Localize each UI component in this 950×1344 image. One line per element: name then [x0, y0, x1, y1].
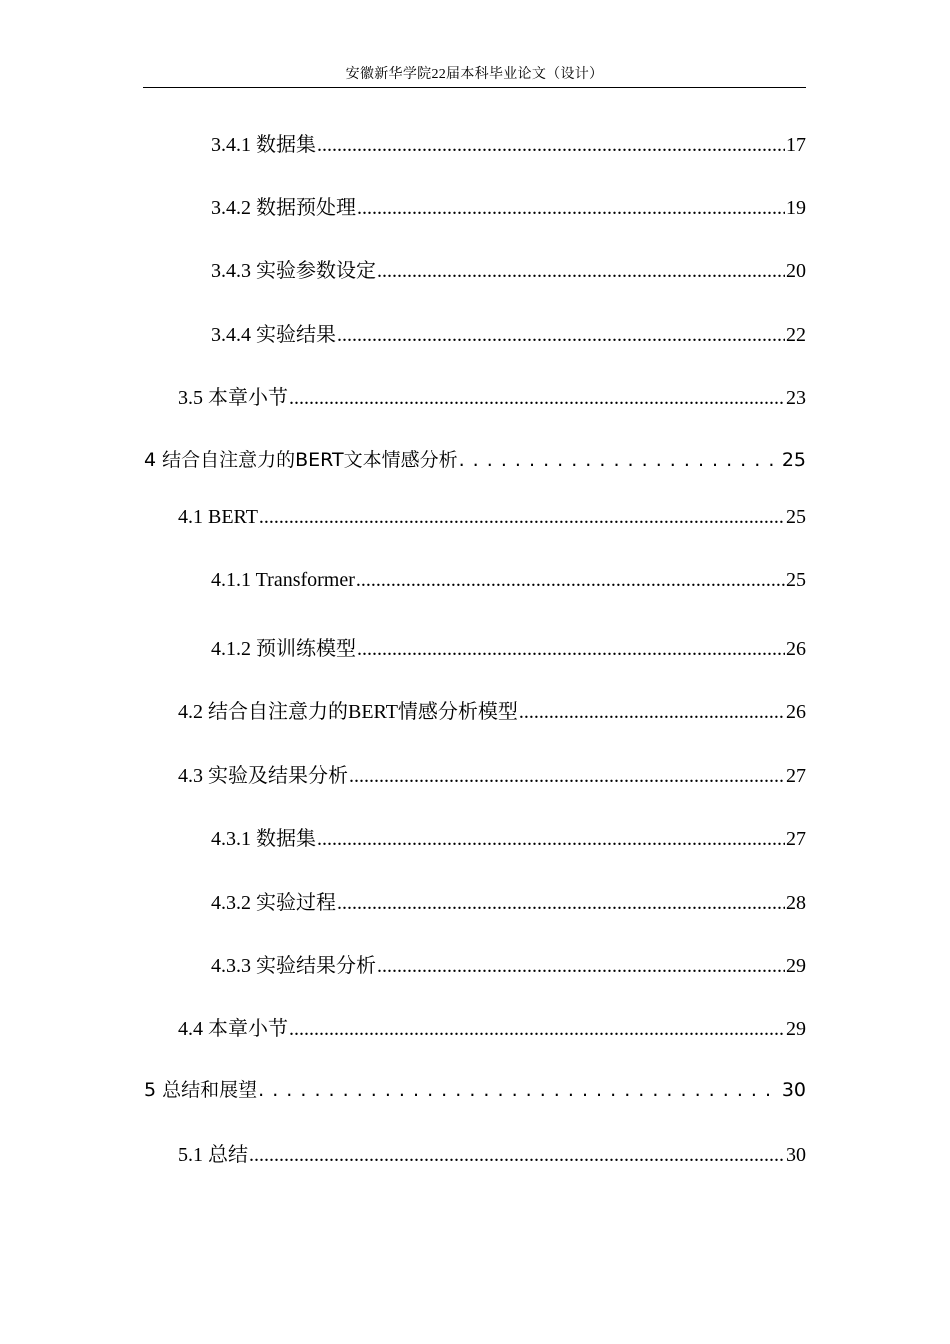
toc-leader-dots [377, 955, 785, 978]
toc-leader-dots [357, 638, 785, 661]
toc-entry[interactable] [211, 254, 806, 282]
toc-leader-dots [337, 892, 785, 915]
toc-leader-dots [357, 197, 785, 220]
toc-page-number: 26 [786, 638, 806, 660]
toc-page-number: 17 [786, 134, 806, 156]
toc-leader-dots [337, 324, 785, 347]
toc-entry[interactable] [178, 506, 806, 534]
toc-entry[interactable] [178, 695, 806, 723]
toc-entry-label: 3.4.3 实验参数设定 [211, 260, 376, 282]
toc-entry-label: 3.5 本章小节 [178, 387, 288, 409]
toc-leader-dots [377, 260, 785, 283]
toc-entry[interactable] [211, 822, 806, 850]
toc-entry[interactable] [178, 1138, 806, 1166]
toc-entry[interactable] [211, 318, 806, 346]
toc-entry-label: 4 结合自注意力的BERT文本情感分析 [144, 449, 458, 471]
toc-entry-label: 4.3 实验及结果分析 [178, 765, 348, 787]
toc-entry[interactable] [178, 381, 806, 409]
toc-page-number: 25 [786, 506, 806, 528]
toc-chapter-entry[interactable] [144, 1075, 806, 1103]
toc-leader-dots [349, 765, 785, 788]
toc-chapter-entry[interactable] [144, 445, 806, 473]
toc-entry-label: 4.1 BERT [178, 506, 258, 528]
toc-page-number: 19 [786, 197, 806, 219]
toc-entry[interactable] [178, 1012, 806, 1040]
toc-page-number: 22 [786, 324, 806, 346]
toc-leader-dots [356, 569, 785, 592]
toc-leader-dots [317, 828, 785, 851]
toc-entry-label: 4.2 结合自注意力的BERT情感分析模型 [178, 701, 518, 723]
toc-entry[interactable] [211, 632, 806, 660]
toc-page-number: 30 [781, 1079, 806, 1101]
toc-entry[interactable] [211, 886, 806, 914]
toc-entry[interactable] [211, 949, 806, 977]
toc-page-number: 25 [786, 569, 806, 591]
toc-entry-label: 4.1.1 Transformer [211, 569, 355, 591]
toc-entry-label: 3.4.1 数据集 [211, 134, 316, 156]
toc-page-number: 20 [786, 260, 806, 282]
toc-entry[interactable] [211, 191, 806, 219]
toc-entry-label: 4.3.3 实验结果分析 [211, 955, 376, 977]
toc-page-number: 30 [786, 1144, 806, 1166]
toc-leader-dots [289, 1018, 785, 1041]
toc-page-number: 27 [786, 765, 806, 787]
toc-leader-dots [459, 449, 781, 471]
toc-entry-label: 3.4.2 数据预处理 [211, 197, 356, 219]
header-rule [143, 87, 806, 88]
toc-page-number: 23 [786, 387, 806, 409]
toc-page-number: 29 [786, 955, 806, 977]
toc-entry-label: 5.1 总结 [178, 1144, 248, 1166]
toc-entry-label: 4.3.1 数据集 [211, 828, 316, 850]
toc-page-number: 25 [781, 449, 806, 471]
page-header: 安徽新华学院22届本科毕业论文（设计） [345, 67, 604, 82]
toc-page-number: 28 [786, 892, 806, 914]
toc-entry[interactable] [178, 759, 806, 787]
toc-entry[interactable] [211, 128, 806, 156]
toc-entry-label: 5 总结和展望 [144, 1079, 258, 1101]
toc-page-number: 27 [786, 828, 806, 850]
toc-page-number: 26 [786, 701, 806, 723]
toc-entry-label: 4.4 本章小节 [178, 1018, 288, 1040]
toc-leader-dots [317, 134, 785, 157]
toc-entry-label: 4.1.2 预训练模型 [211, 638, 356, 660]
toc-leader-dots [258, 1079, 781, 1101]
toc-leader-dots [519, 701, 785, 724]
toc-page-number: 29 [786, 1018, 806, 1040]
toc-leader-dots [249, 1144, 785, 1167]
toc-leader-dots [259, 506, 785, 529]
toc-entry[interactable] [211, 569, 806, 597]
toc-entry-label: 4.3.2 实验过程 [211, 892, 336, 914]
toc-leader-dots [289, 387, 785, 410]
toc-entry-label: 3.4.4 实验结果 [211, 324, 336, 346]
